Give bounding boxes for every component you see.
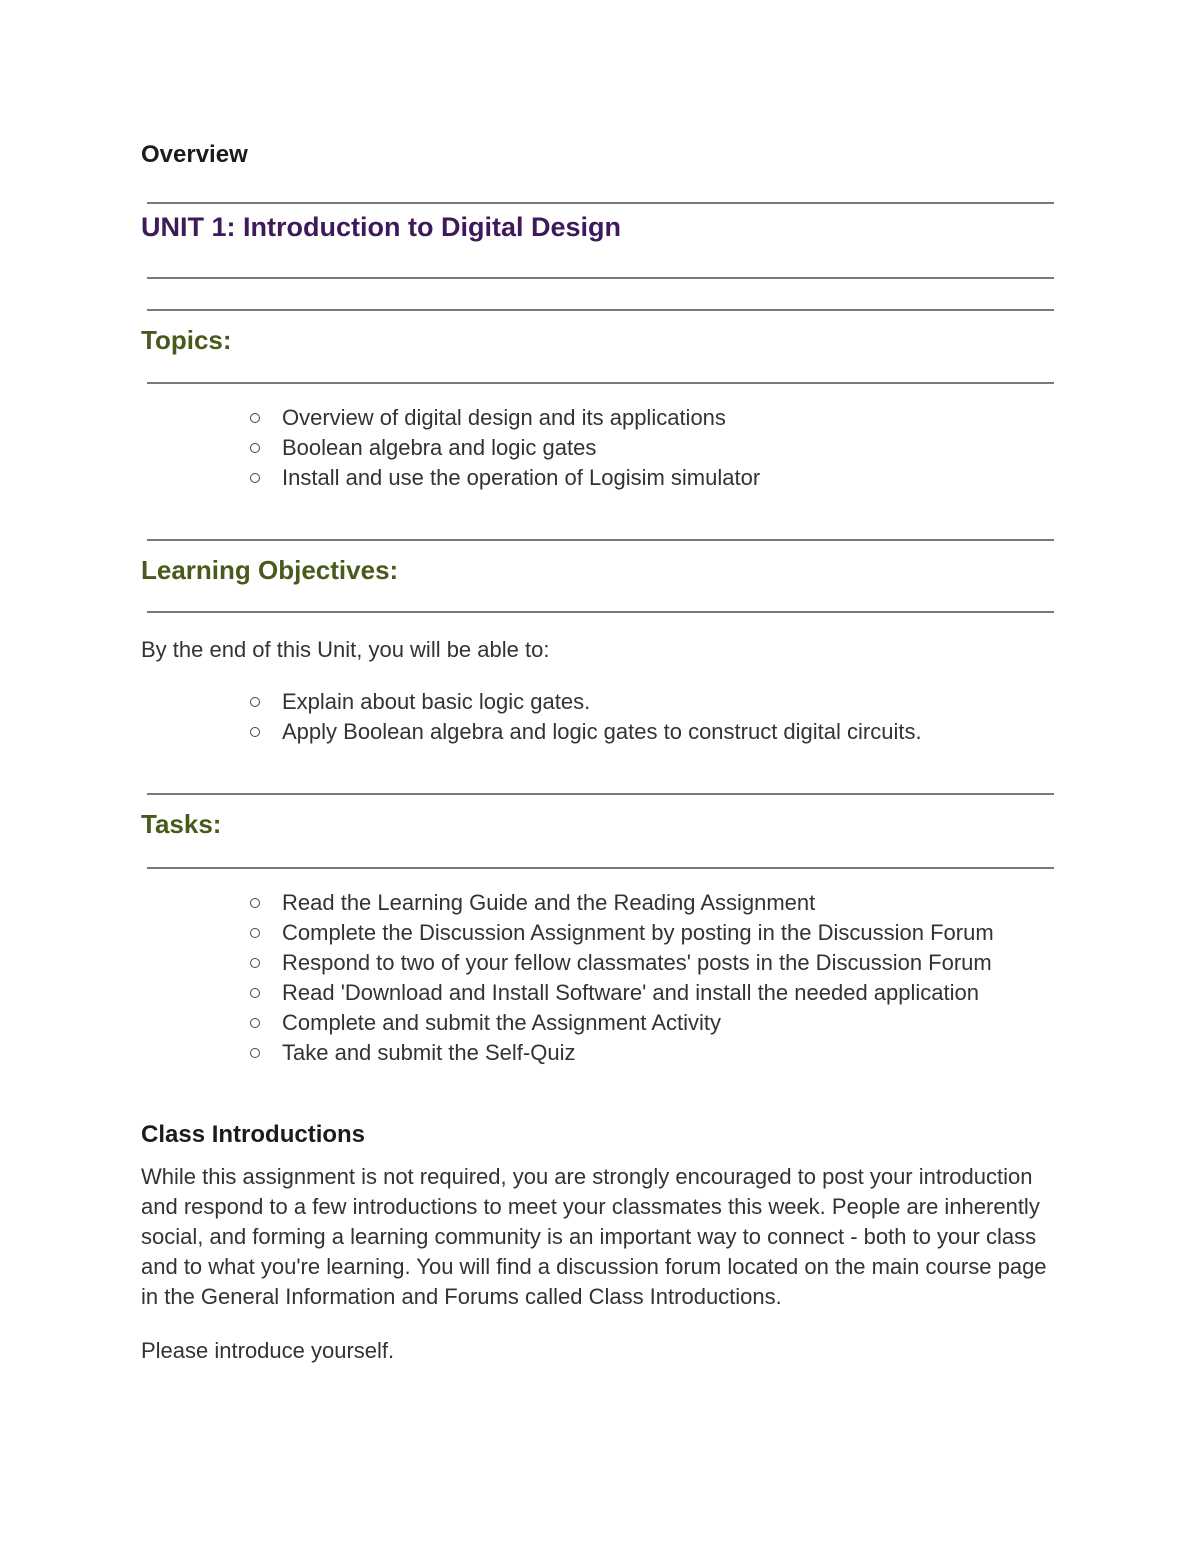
tasks-heading: Tasks: (141, 809, 222, 839)
circle-bullet-icon (250, 1048, 260, 1058)
unit-title: UNIT 1: Introduction to Digital Design (141, 212, 621, 242)
tasks-list (246, 888, 994, 1068)
list-item: Install and use the operation of Logisim simulator (246, 463, 760, 493)
overview-heading: Overview (141, 141, 248, 168)
circle-bullet-icon (250, 443, 260, 453)
circle-bullet-icon (250, 988, 260, 998)
list-item: Read the Learning Guide and the Reading Assignment (246, 888, 994, 918)
circle-bullet-icon (250, 958, 260, 968)
divider (147, 793, 1054, 795)
divider (147, 277, 1054, 279)
list-item: Complete and submit the Assignment Activity (246, 1008, 994, 1038)
divider (147, 611, 1054, 613)
divider (147, 382, 1054, 384)
learning-objectives-heading: Learning Objectives: (141, 555, 399, 585)
class-introductions-paragraph: While this assignment is not required, you are strongly encouraged to post your introduction and respond to a few introductions to meet your classmates this week. People are inherently social, and forming a learning community is an important way to connect - both to your class and to what you're learning. You will find a discussion forum located on the main course page in the General Information and Forums called Class Introductions. (141, 1164, 1047, 1309)
divider (147, 539, 1054, 541)
topics-list (246, 403, 760, 493)
divider (147, 867, 1054, 869)
divider (147, 202, 1054, 204)
list-item: Boolean algebra and logic gates (246, 433, 760, 463)
topics-heading: Topics: (141, 325, 232, 355)
divider (147, 309, 1054, 311)
list-item: Explain about basic logic gates. (246, 687, 922, 717)
list-item: Overview of digital design and its applications (246, 403, 760, 433)
closing-text: Please introduce yourself. (141, 1338, 395, 1363)
circle-bullet-icon (250, 1018, 260, 1028)
list-item: Apply Boolean algebra and logic gates to construct digital circuits. (246, 717, 922, 747)
list-item: Respond to two of your fellow classmates' posts in the Discussion Forum (246, 948, 994, 978)
circle-bullet-icon (250, 473, 260, 483)
circle-bullet-icon (250, 697, 260, 707)
list-item: Complete the Discussion Assignment by posting in the Discussion Forum (246, 918, 994, 948)
circle-bullet-icon (250, 898, 260, 908)
list-item: Read 'Download and Install Software' and install the needed application (246, 978, 994, 1008)
objectives-intro: By the end of this Unit, you will be able to: (141, 637, 550, 662)
circle-bullet-icon (250, 928, 260, 938)
objectives-list (246, 687, 922, 747)
circle-bullet-icon (250, 413, 260, 423)
circle-bullet-icon (250, 727, 260, 737)
class-introductions-heading: Class Introductions (141, 1121, 366, 1148)
list-item: Take and submit the Self-Quiz (246, 1038, 994, 1068)
